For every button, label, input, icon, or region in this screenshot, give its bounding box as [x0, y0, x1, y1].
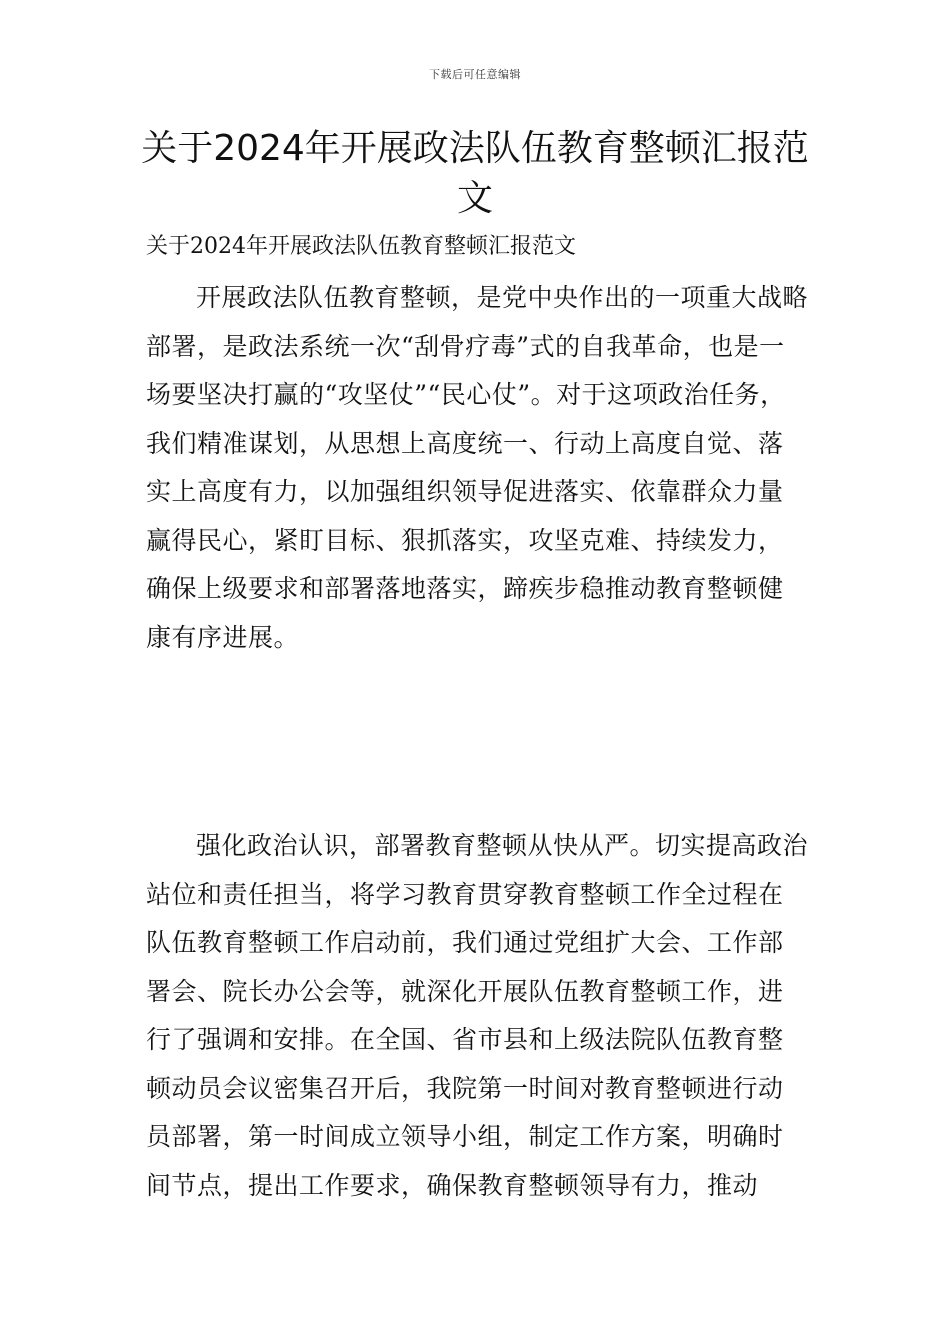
paragraph-political-awareness: 强化政治认识，部署教育整顿从快从严。切实提高政治站位和责任担当，将学习教育贯穿教育整顿工作全过程在队伍教育整顿工作启动前，我们通过党组扩大会、工作部署会、院长办公会等，就深化开展队伍教育整顿工作，进行了强调和安排。在全国、省市县和上级法院队伍教育整顿动员会议密集召开后，我院第一时间对教育整顿进行动员部署，第一时间成立领导小组，制定工作方案，明确时间节点，提出工作要求，确保教育整顿领导有力，推动 [146, 831, 809, 1200]
document-title: 关于2024年开展政法队伍教育整顿汇报范文 [141, 128, 809, 219]
document-subtitle: 关于2024年开展政法队伍教育整顿汇报范文 [146, 234, 576, 259]
header-note: 下载后可任意编辑 [429, 68, 521, 81]
paragraph-intro: 开展政法队伍教育整顿，是党中央作出的一项重大战略部署，是政法系统一次“刮骨疗毒”式的自我革命，也是一场要坚决打赢的“攻坚仗”“民心仗”。对于这项政治任务，我们精准谋划，从思想上高度统一、行动上高度自觉、落实上高度有力，以加强组织领导促进落实、依靠群众力量赢得民心，紧盯目标、狠抓落实，攻坚克难、持续发力，确保上级要求和部署落地落实，蹄疾步稳推动教育整顿健康有序进展。 [146, 283, 809, 652]
